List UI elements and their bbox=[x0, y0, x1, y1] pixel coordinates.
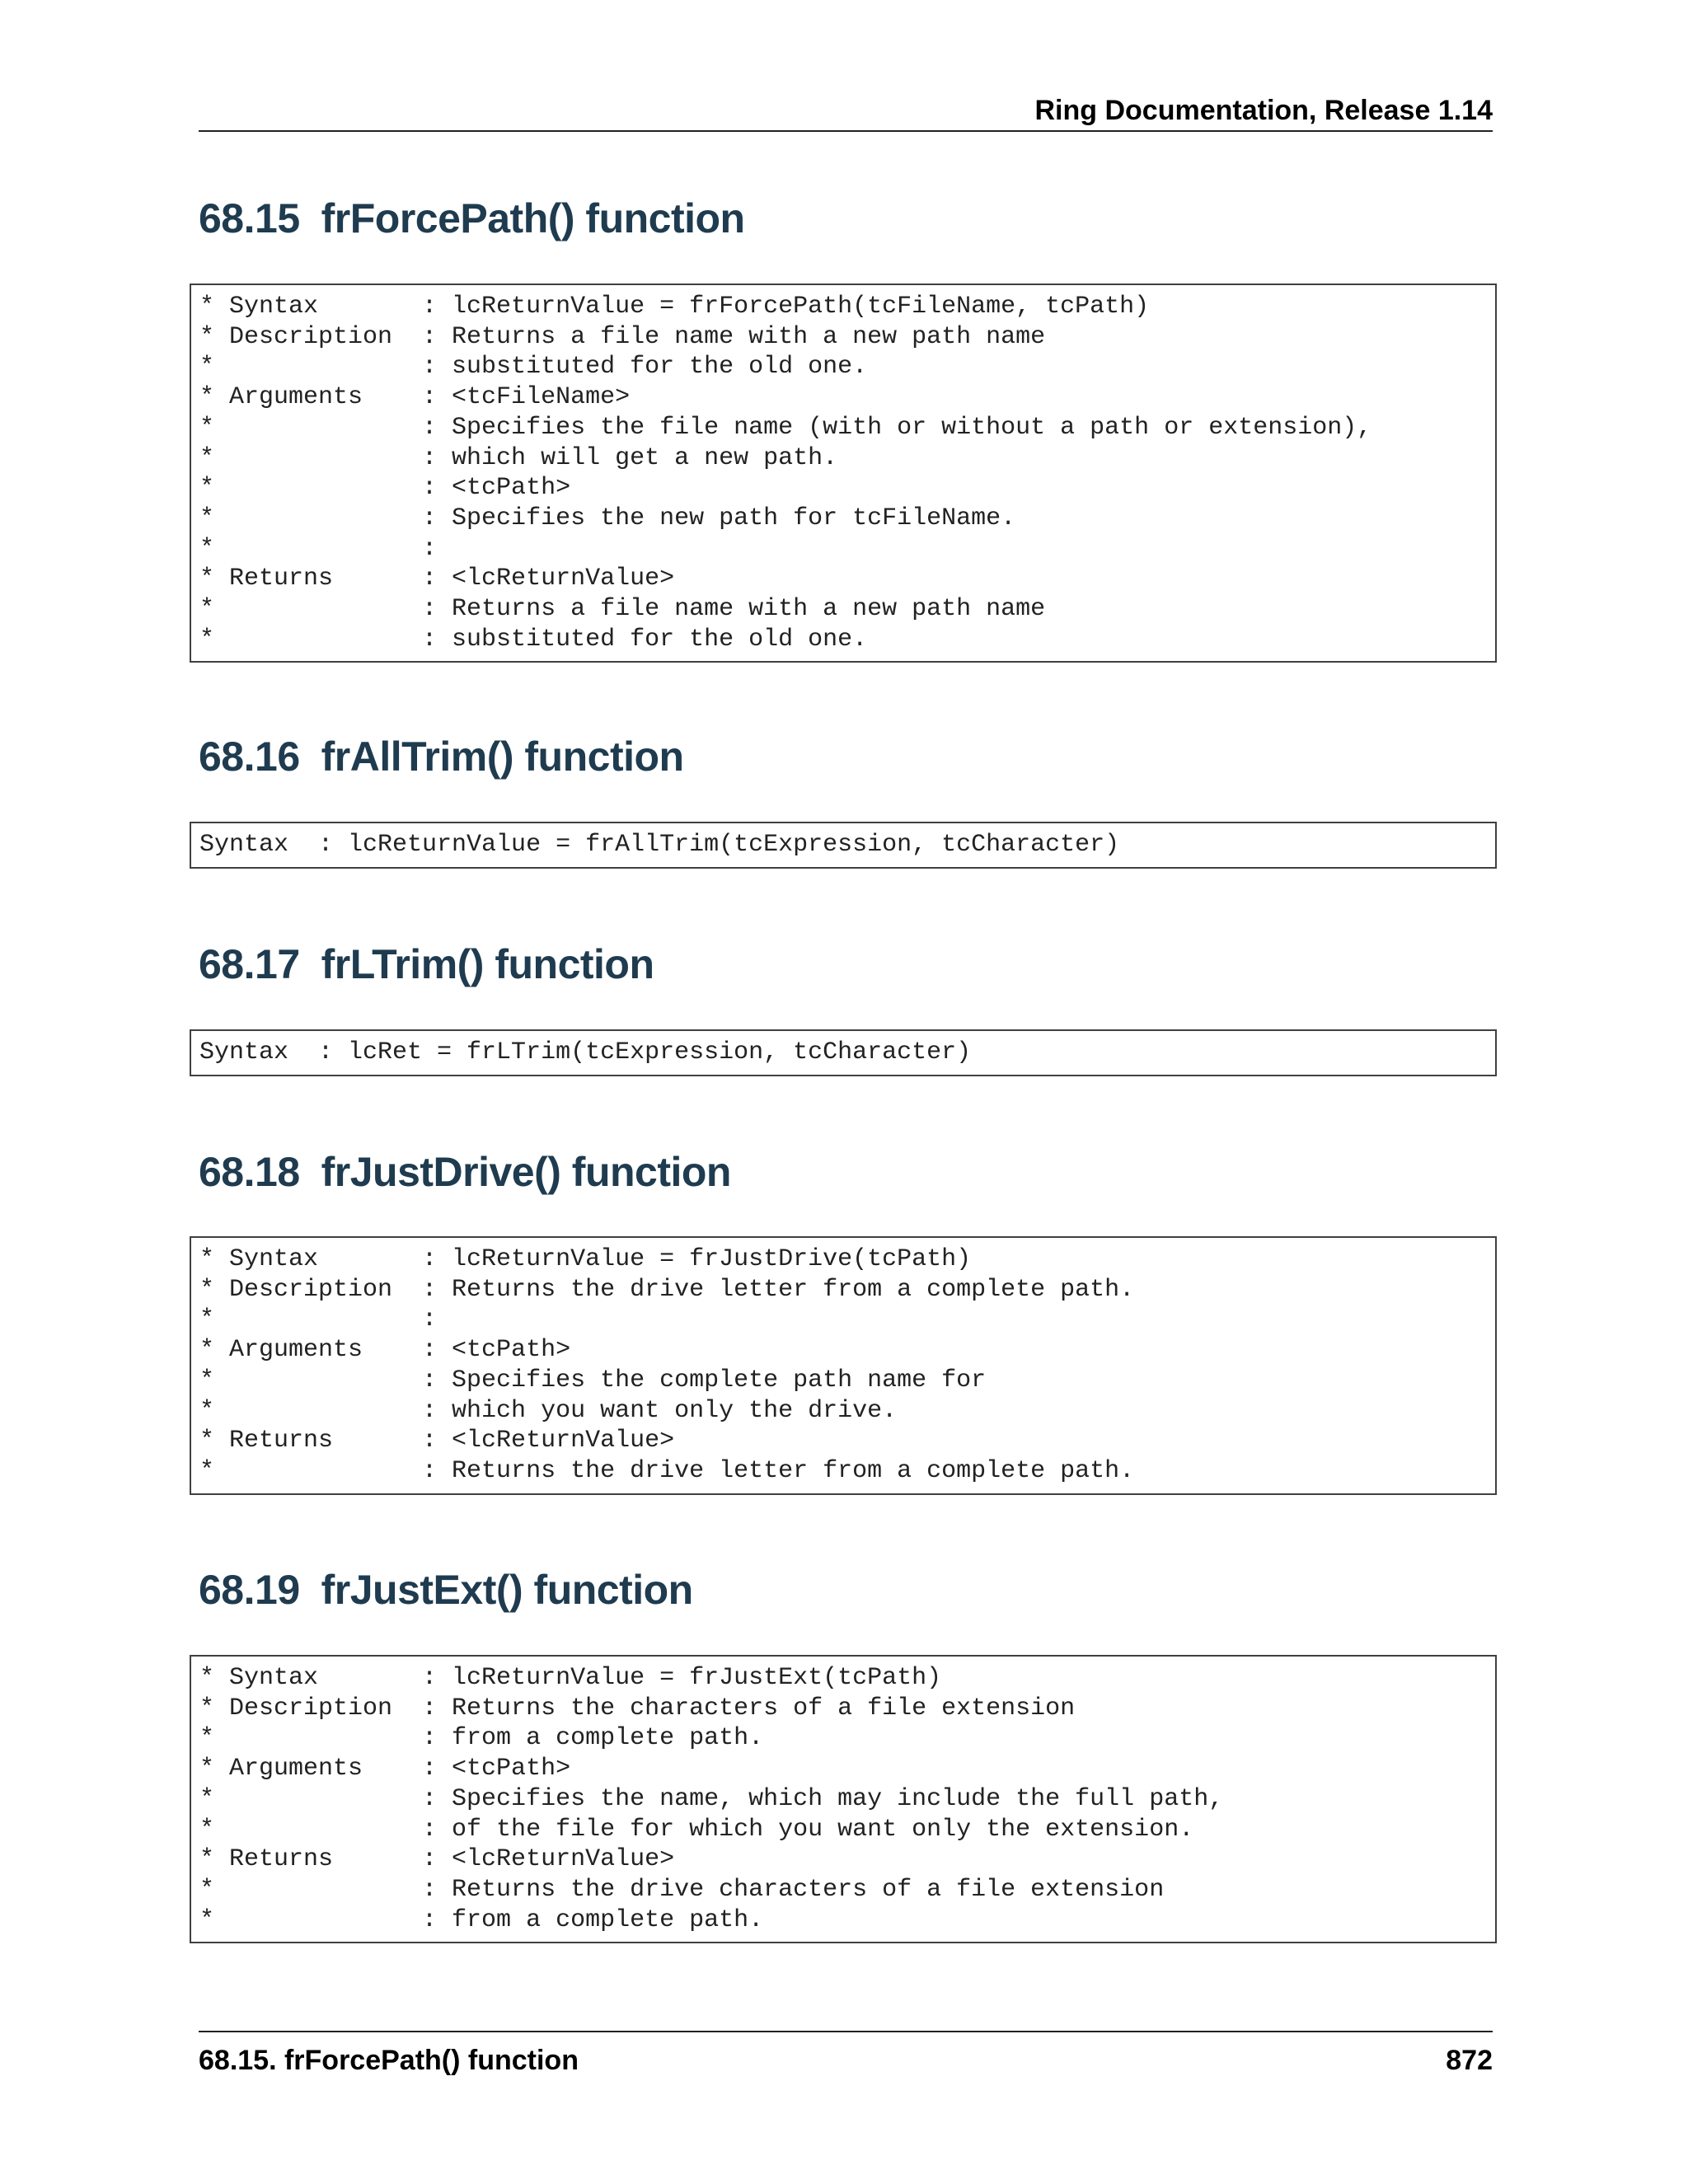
page-header bbox=[199, 92, 1493, 132]
section-number: 68.17 bbox=[199, 941, 300, 987]
footer-section-title: 68.15. frForcePath() function bbox=[199, 2045, 579, 2076]
section-heading-68-17 bbox=[199, 940, 654, 989]
section-number: 68.18 bbox=[199, 1149, 300, 1195]
code-text: Syntax : lcRet = frLTrim(tcExpression, tcCharacter) bbox=[199, 1038, 972, 1066]
section-heading-68-19 bbox=[199, 1565, 693, 1615]
code-block-fralltrim bbox=[190, 822, 1497, 869]
section-number: 68.16 bbox=[199, 733, 300, 780]
code-text: * Syntax : lcReturnValue = frJustExt(tcPath) * Description : Returns the characters of a file extension * : from a complete path. * Arguments : <tcPath> * : Specifies the name, which may include the full path, * : of the file for which you want only the extension. * Returns : <lcReturnValue> * : Returns the drive characters of a file extension * : from a complete path. bbox=[199, 1664, 1224, 1934]
section-heading-68-18 bbox=[199, 1147, 731, 1197]
section-title: frLTrim() function bbox=[321, 941, 654, 987]
section-number: 68.15 bbox=[199, 195, 300, 241]
code-text: * Syntax : lcReturnValue = frForcePath(tcFileName, tcPath) * Description : Returns a file name with a new path name * : substituted for the old one. * Arguments : <tcFileName> * : Specifies the file name (with or without a path or extension), * : which will get a new path. * : <tcPath> * : Specifies the new path for tcFileName. * : * Returns : <lcReturnValue> * : Returns a file name with a new path name * : substituted for the old one. bbox=[199, 293, 1372, 654]
code-block-frjustdrive bbox=[190, 1236, 1497, 1495]
code-text: Syntax : lcReturnValue = frAllTrim(tcExpression, tcCharacter) bbox=[199, 831, 1120, 859]
section-title: frJustDrive() function bbox=[321, 1149, 731, 1195]
document-title: Ring Documentation, Release 1.14 bbox=[1034, 95, 1493, 126]
page-number: 872 bbox=[1446, 2045, 1493, 2076]
code-block-frltrim bbox=[190, 1029, 1497, 1076]
section-number: 68.19 bbox=[199, 1567, 300, 1613]
section-heading-68-16 bbox=[199, 732, 684, 781]
section-heading-68-15 bbox=[199, 194, 745, 243]
code-block-frjustext bbox=[190, 1655, 1497, 1943]
section-title: frForcePath() function bbox=[321, 195, 745, 241]
section-title: frJustExt() function bbox=[321, 1567, 693, 1613]
page-footer bbox=[199, 2031, 1493, 2079]
section-title: frAllTrim() function bbox=[321, 733, 684, 780]
code-text: * Syntax : lcReturnValue = frJustDrive(tcPath) * Description : Returns the drive letter from a complete path. * : * Arguments : <tcPath> * : Specifies the complete path name for * : which you want only the drive. * Returns : <lcReturnValue> * : Returns the drive letter from a complete path. bbox=[199, 1245, 1135, 1485]
code-block-frforcepath bbox=[190, 284, 1497, 663]
